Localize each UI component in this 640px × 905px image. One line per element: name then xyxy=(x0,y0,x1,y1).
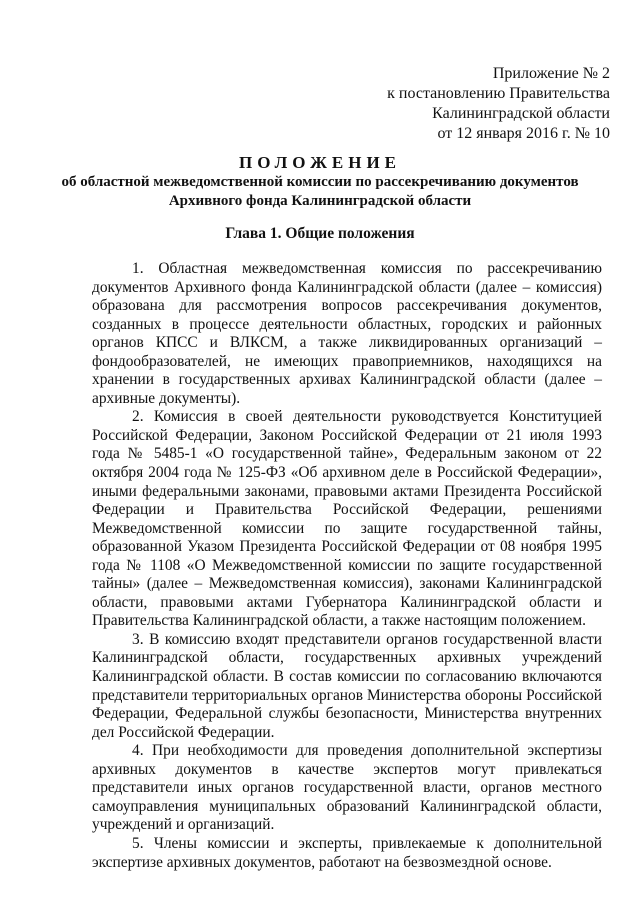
document-title: ПОЛОЖЕНИЕ xyxy=(239,153,401,172)
appendix-reference: к постановлению Правительства xyxy=(387,85,610,102)
appendix-number: Приложение № 2 xyxy=(492,65,610,82)
paragraph-3: 3. В комиссию входят представители органов государственной власти Калининградской области, государственных архивных учреждений Калининградской области. В состав комиссии по согласованию включаются представители территориальных органов Министерства обороны Российской Федерации, Федеральной службы безопасности, Министерства внутренних дел Российской Федерации. xyxy=(92,630,602,741)
paragraph-1: 1. Областная межведомственная комиссия по рассекречиванию документов Архивного фонда Калининградской области (далее – комиссия) образована для рассмотрения вопросов рассекречивания документов, созданных в процессе деятельности областных, городских и районных органов КПСС и ВЛКСМ, а также ликвидированных организаций – фондообразователей, не имеющих правоприемников, находящихся на хранении в государственных архивах Калининградской области (далее – архивные документы). xyxy=(92,260,602,407)
chapter-heading: Глава 1. Общие положения xyxy=(225,225,415,242)
document-subtitle: об областной межведомственной комиссии по рассекречиванию документов Архивного фонда Калининградской области xyxy=(61,174,579,209)
paragraph-5: 5. Члены комиссии и эксперты, привлекаемые к дополнительной экспертизе архивных документов, работают на безвозмездной основе. xyxy=(92,834,602,871)
paragraph-4: 4. При необходимости для проведения дополнительной экспертизы архивных документов в качестве экспертов могут привлекаться представители иных органов государственной власти, органов местного самоуправления муниципальных образований Калининградской области, учреждений и организаций. xyxy=(92,742,602,834)
appendix-block xyxy=(360,64,610,144)
paragraph-2: 2. Комиссия в своей деятельности руководствуется Конституцией Российской Федерации, Законом Российской Федерации от 21 июля 1993 года № 5485-1 «О государственной тайне», Федеральным законом от 22 октября 2004 года № 125-ФЗ «Об архивном деле в Российской Федерации», иными федеральными законами, правовыми актами Президента Российской Федерации и Правительства Российской Федерации, решениями Межведомственной комиссии по защите государственной тайны, образованной Указом Президента Российской Федерации от 08 ноября 1995 года № 1108 «О Межведомственной комиссии по защите государственной тайны» (далее – Межведомственная комиссия), законами Калининградской области, правовыми актами Губернатора Калининградской области и Правительства Калининградской области, а также настоящим положением. xyxy=(92,408,602,630)
appendix-region: Калининградской области xyxy=(432,105,610,122)
document-body xyxy=(92,260,602,872)
appendix-date: от 12 января 2016 г. № 10 xyxy=(437,125,610,142)
